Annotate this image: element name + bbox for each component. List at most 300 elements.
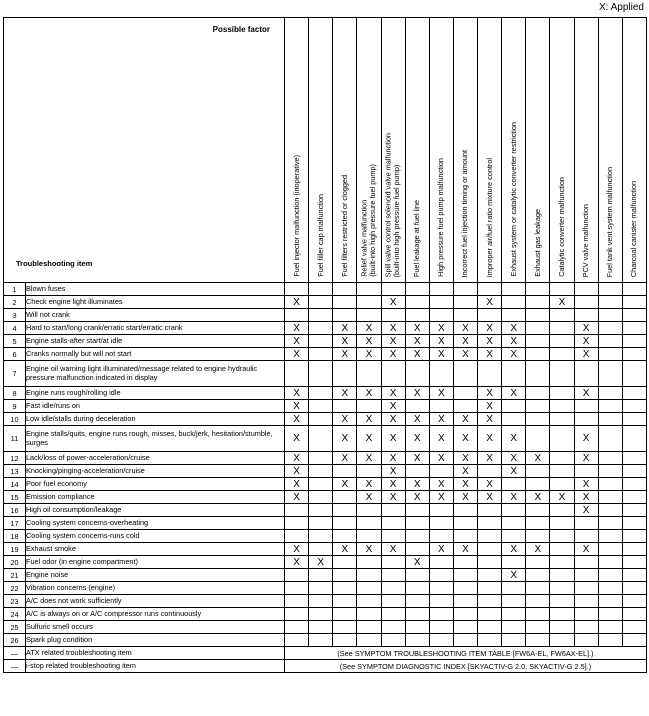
applied-mark	[478, 621, 502, 634]
applied-mark	[429, 400, 453, 413]
factor-label: Incorrect fuel injection timing or amount	[460, 149, 470, 277]
applied-mark	[526, 283, 550, 296]
row-number: 7	[4, 361, 26, 387]
applied-mark	[478, 504, 502, 517]
row-number: 3	[4, 309, 26, 322]
applied-mark	[550, 634, 574, 647]
applied-mark	[381, 608, 405, 621]
row-number: 15	[4, 491, 26, 504]
applied-mark	[309, 452, 333, 465]
applied-mark	[502, 530, 526, 543]
applied-mark	[550, 387, 574, 400]
applied-mark	[502, 556, 526, 569]
applied-mark	[429, 517, 453, 530]
applied-mark	[598, 296, 622, 309]
applied-mark	[405, 595, 429, 608]
row-number: 24	[4, 608, 26, 621]
applied-mark: X	[357, 387, 381, 400]
applied-mark	[429, 530, 453, 543]
applied-mark	[526, 335, 550, 348]
applied-mark	[622, 348, 646, 361]
row-number: 11	[4, 426, 26, 452]
factor-label: Exhaust system or catalytic converter restriction	[508, 122, 518, 277]
applied-mark: X	[550, 491, 574, 504]
applied-mark	[550, 504, 574, 517]
applied-mark	[622, 413, 646, 426]
applied-mark	[502, 361, 526, 387]
applied-mark	[622, 452, 646, 465]
applied-mark	[357, 400, 381, 413]
applied-mark: X	[381, 543, 405, 556]
row-item: Engine noise	[26, 569, 285, 582]
applied-mark: X	[453, 413, 477, 426]
applied-mark	[526, 595, 550, 608]
row-number: 13	[4, 465, 26, 478]
applied-mark	[309, 361, 333, 387]
header-row	[4, 18, 647, 283]
applied-mark	[309, 530, 333, 543]
applied-mark	[357, 556, 381, 569]
applied-mark: X	[574, 478, 598, 491]
applied-mark	[598, 504, 622, 517]
applied-mark	[357, 465, 381, 478]
applied-mark	[309, 426, 333, 452]
applied-mark	[381, 621, 405, 634]
applied-mark	[502, 296, 526, 309]
applied-mark	[550, 413, 574, 426]
applied-mark	[598, 413, 622, 426]
applied-mark	[381, 634, 405, 647]
applied-mark: X	[526, 452, 550, 465]
row-number: 2	[4, 296, 26, 309]
applied-mark: X	[478, 491, 502, 504]
applied-mark	[574, 517, 598, 530]
row-item: Engine runs rough/rolling idle	[26, 387, 285, 400]
factor-header	[333, 18, 357, 283]
factor-header	[285, 18, 309, 283]
applied-mark	[526, 504, 550, 517]
applied-mark: X	[405, 322, 429, 335]
applied-mark: X	[478, 400, 502, 413]
applied-mark: X	[357, 491, 381, 504]
applied-mark	[550, 517, 574, 530]
applied-mark	[526, 413, 550, 426]
applied-mark	[333, 400, 357, 413]
applied-mark	[478, 309, 502, 322]
applied-mark	[285, 621, 309, 634]
table-row	[4, 361, 647, 387]
applied-mark	[381, 504, 405, 517]
applied-mark: X	[453, 465, 477, 478]
applied-mark: X	[285, 387, 309, 400]
possible-factor-label: Possible factor	[212, 25, 270, 34]
applied-mark	[502, 595, 526, 608]
applied-mark	[429, 569, 453, 582]
applied-mark	[333, 582, 357, 595]
applied-mark: X	[478, 387, 502, 400]
applied-mark: X	[453, 348, 477, 361]
applied-mark: X	[478, 335, 502, 348]
applied-mark	[405, 608, 429, 621]
applied-mark	[598, 595, 622, 608]
applied-mark	[622, 361, 646, 387]
applied-mark	[550, 348, 574, 361]
applied-mark	[550, 283, 574, 296]
applied-mark: X	[453, 543, 477, 556]
row-number: 8	[4, 387, 26, 400]
applied-mark	[550, 569, 574, 582]
applied-mark	[309, 283, 333, 296]
applied-mark: X	[405, 348, 429, 361]
applied-mark: X	[502, 543, 526, 556]
applied-mark	[429, 309, 453, 322]
applied-mark	[429, 634, 453, 647]
applied-mark: X	[526, 543, 550, 556]
applied-mark	[453, 569, 477, 582]
applied-mark	[478, 517, 502, 530]
applied-mark: X	[285, 543, 309, 556]
factor-label: Fuel filler cap malfunction	[315, 194, 325, 277]
applied-mark: X	[405, 556, 429, 569]
applied-mark	[526, 322, 550, 335]
factor-label: Relief valve malfunction (built-into high pressure fuel pump)	[359, 164, 377, 277]
applied-mark	[357, 309, 381, 322]
applied-mark: X	[453, 426, 477, 452]
applied-mark	[598, 322, 622, 335]
applied-mark	[453, 621, 477, 634]
table-row	[4, 621, 647, 634]
applied-mark	[550, 361, 574, 387]
factor-header	[357, 18, 381, 283]
applied-mark: X	[333, 543, 357, 556]
applied-mark	[309, 413, 333, 426]
applied-mark	[453, 296, 477, 309]
factor-header	[598, 18, 622, 283]
table-row	[4, 465, 647, 478]
applied-mark	[598, 465, 622, 478]
applied-mark: X	[381, 322, 405, 335]
applied-mark	[357, 296, 381, 309]
applied-mark: X	[574, 335, 598, 348]
applied-mark: X	[429, 348, 453, 361]
applied-mark	[526, 608, 550, 621]
applied-mark	[526, 478, 550, 491]
applied-mark	[526, 530, 550, 543]
factor-header	[622, 18, 646, 283]
applied-mark: X	[285, 478, 309, 491]
row-item: Cooling system concerns-overheating	[26, 517, 285, 530]
table-row	[4, 582, 647, 595]
table-row	[4, 569, 647, 582]
applied-mark	[526, 556, 550, 569]
applied-mark	[309, 335, 333, 348]
row-number: 1	[4, 283, 26, 296]
applied-mark: X	[285, 348, 309, 361]
applied-mark: X	[405, 426, 429, 452]
factor-label: Charcoal canister malfunction	[629, 180, 639, 277]
row-number: 6	[4, 348, 26, 361]
applied-mark	[429, 608, 453, 621]
applied-mark	[333, 595, 357, 608]
applied-mark	[526, 296, 550, 309]
row-item: Cooling system concerns-runs cold	[26, 530, 285, 543]
reference-link[interactable]: (See SYMPTOM TROUBLESHOOTING ITEM TABLE [FW6A-EL, FW6AX-EL].)	[285, 647, 647, 660]
applied-mark: X	[381, 400, 405, 413]
applied-mark	[622, 335, 646, 348]
applied-mark	[405, 543, 429, 556]
applied-mark	[550, 335, 574, 348]
applied-mark	[357, 634, 381, 647]
factor-header	[502, 18, 526, 283]
applied-mark	[429, 283, 453, 296]
applied-mark: X	[285, 426, 309, 452]
row-item: Low idle/stalls during deceleration	[26, 413, 285, 426]
applied-mark	[285, 634, 309, 647]
applied-mark: X	[502, 491, 526, 504]
applied-mark	[357, 504, 381, 517]
factor-label: Fuel tank vent system malfunction	[604, 166, 614, 277]
applied-mark	[574, 582, 598, 595]
applied-mark	[598, 478, 622, 491]
factor-label: Spill valve control solenoid valve malfunction (built-into high pressure fuel pump)	[383, 132, 402, 277]
applied-mark	[550, 322, 574, 335]
applied-mark	[550, 452, 574, 465]
applied-mark: X	[405, 413, 429, 426]
applied-mark	[357, 608, 381, 621]
applied-mark	[502, 621, 526, 634]
applied-mark	[574, 465, 598, 478]
applied-mark	[285, 517, 309, 530]
applied-mark	[526, 634, 550, 647]
applied-mark	[574, 296, 598, 309]
applied-mark	[598, 556, 622, 569]
applied-mark: X	[405, 478, 429, 491]
applied-mark	[598, 348, 622, 361]
applied-mark	[429, 465, 453, 478]
applied-mark	[357, 283, 381, 296]
applied-mark: X	[333, 348, 357, 361]
applied-mark: X	[502, 387, 526, 400]
applied-mark: X	[357, 348, 381, 361]
applied-mark	[309, 608, 333, 621]
applied-mark	[622, 582, 646, 595]
applied-mark	[598, 426, 622, 452]
troubleshooting-item-label: Troubleshooting item	[16, 259, 93, 268]
applied-mark: X	[285, 322, 309, 335]
applied-mark	[622, 530, 646, 543]
applied-mark	[381, 361, 405, 387]
applied-mark: X	[285, 335, 309, 348]
legend: X: Applied	[598, 2, 644, 13]
table-row	[4, 335, 647, 348]
applied-mark: X	[333, 322, 357, 335]
table-row	[4, 387, 647, 400]
row-item: Fast idle/runs on	[26, 400, 285, 413]
applied-mark	[333, 504, 357, 517]
applied-mark	[285, 608, 309, 621]
row-number: —	[4, 660, 26, 673]
applied-mark	[429, 504, 453, 517]
applied-mark	[381, 517, 405, 530]
applied-mark	[357, 517, 381, 530]
applied-mark	[574, 361, 598, 387]
applied-mark	[405, 400, 429, 413]
row-number: 20	[4, 556, 26, 569]
applied-mark	[622, 517, 646, 530]
applied-mark: X	[333, 335, 357, 348]
table-row	[4, 426, 647, 452]
applied-mark	[333, 517, 357, 530]
applied-mark	[333, 621, 357, 634]
applied-mark: X	[381, 348, 405, 361]
applied-mark: X	[285, 400, 309, 413]
applied-mark	[574, 634, 598, 647]
applied-mark	[598, 491, 622, 504]
applied-mark	[598, 283, 622, 296]
applied-mark	[309, 504, 333, 517]
applied-mark	[550, 621, 574, 634]
applied-mark	[405, 296, 429, 309]
applied-mark	[622, 478, 646, 491]
applied-mark	[622, 387, 646, 400]
applied-mark	[550, 426, 574, 452]
applied-mark	[453, 517, 477, 530]
applied-mark: X	[381, 387, 405, 400]
applied-mark	[502, 634, 526, 647]
applied-mark	[405, 582, 429, 595]
applied-mark	[622, 608, 646, 621]
applied-mark	[622, 556, 646, 569]
applied-mark	[381, 582, 405, 595]
row-item: Knocking/pinging-acceleration/cruise	[26, 465, 285, 478]
applied-mark	[285, 582, 309, 595]
applied-mark	[502, 517, 526, 530]
row-number: 22	[4, 582, 26, 595]
applied-mark: X	[429, 322, 453, 335]
applied-mark: X	[381, 335, 405, 348]
applied-mark	[526, 387, 550, 400]
row-number: 25	[4, 621, 26, 634]
applied-mark	[502, 608, 526, 621]
table-row	[4, 283, 647, 296]
factor-header	[550, 18, 574, 283]
applied-mark: X	[333, 452, 357, 465]
reference-row	[4, 660, 647, 673]
applied-mark: X	[574, 491, 598, 504]
applied-mark: X	[453, 322, 477, 335]
applied-mark	[309, 309, 333, 322]
applied-mark	[502, 309, 526, 322]
applied-mark	[453, 634, 477, 647]
row-item: A/C does not work sufficiently	[26, 595, 285, 608]
applied-mark	[478, 283, 502, 296]
applied-mark	[598, 517, 622, 530]
applied-mark	[574, 569, 598, 582]
applied-mark	[526, 569, 550, 582]
applied-mark	[478, 595, 502, 608]
reference-row	[4, 647, 647, 660]
applied-mark	[285, 595, 309, 608]
applied-mark	[622, 569, 646, 582]
applied-mark: X	[381, 465, 405, 478]
applied-mark: X	[429, 478, 453, 491]
applied-mark	[405, 634, 429, 647]
table-row	[4, 322, 647, 335]
applied-mark	[333, 283, 357, 296]
applied-mark	[453, 387, 477, 400]
factor-header	[453, 18, 477, 283]
factor-label: Fuel injector malfunction (inoperative)	[291, 155, 301, 277]
row-number: 9	[4, 400, 26, 413]
applied-mark	[357, 530, 381, 543]
applied-mark	[574, 556, 598, 569]
applied-mark: X	[381, 413, 405, 426]
applied-mark	[598, 387, 622, 400]
applied-mark	[574, 621, 598, 634]
applied-mark	[478, 556, 502, 569]
reference-link[interactable]: (See SYMPTOM DIAGNOSTIC INDEX [SKYACTIV-G 2.0, SKYACTIV-G 2.5].)	[285, 660, 647, 673]
applied-mark	[333, 634, 357, 647]
applied-mark	[598, 621, 622, 634]
applied-mark	[622, 296, 646, 309]
applied-mark	[453, 582, 477, 595]
applied-mark	[381, 595, 405, 608]
applied-mark	[598, 608, 622, 621]
applied-mark	[309, 543, 333, 556]
applied-mark	[574, 530, 598, 543]
applied-mark	[598, 634, 622, 647]
row-number: 14	[4, 478, 26, 491]
applied-mark: X	[453, 478, 477, 491]
factor-header	[478, 18, 502, 283]
applied-mark: X	[333, 387, 357, 400]
applied-mark: X	[502, 426, 526, 452]
applied-mark	[550, 556, 574, 569]
applied-mark	[526, 348, 550, 361]
table-row	[4, 491, 647, 504]
applied-mark	[598, 361, 622, 387]
row-number: 21	[4, 569, 26, 582]
row-number: 12	[4, 452, 26, 465]
applied-mark: X	[333, 426, 357, 452]
applied-mark	[285, 283, 309, 296]
applied-mark	[453, 608, 477, 621]
row-number: 19	[4, 543, 26, 556]
applied-mark	[333, 569, 357, 582]
applied-mark	[309, 478, 333, 491]
factor-header	[309, 18, 333, 283]
applied-mark: X	[502, 322, 526, 335]
applied-mark	[453, 556, 477, 569]
applied-mark	[405, 621, 429, 634]
row-item: Fuel odor (in engine compartment)	[26, 556, 285, 569]
applied-mark: X	[478, 296, 502, 309]
applied-mark	[574, 283, 598, 296]
table-row	[4, 348, 647, 361]
applied-mark: X	[285, 452, 309, 465]
applied-mark: X	[285, 465, 309, 478]
table-row	[4, 634, 647, 647]
applied-mark	[502, 283, 526, 296]
applied-mark	[429, 621, 453, 634]
row-item: Engine oil warning light illuminated/message related to engine hydraulic pressure malfunction indicated in display	[26, 361, 285, 387]
applied-mark	[309, 400, 333, 413]
applied-mark	[598, 569, 622, 582]
applied-mark	[357, 361, 381, 387]
applied-mark	[309, 491, 333, 504]
table-row	[4, 504, 647, 517]
applied-mark	[429, 361, 453, 387]
